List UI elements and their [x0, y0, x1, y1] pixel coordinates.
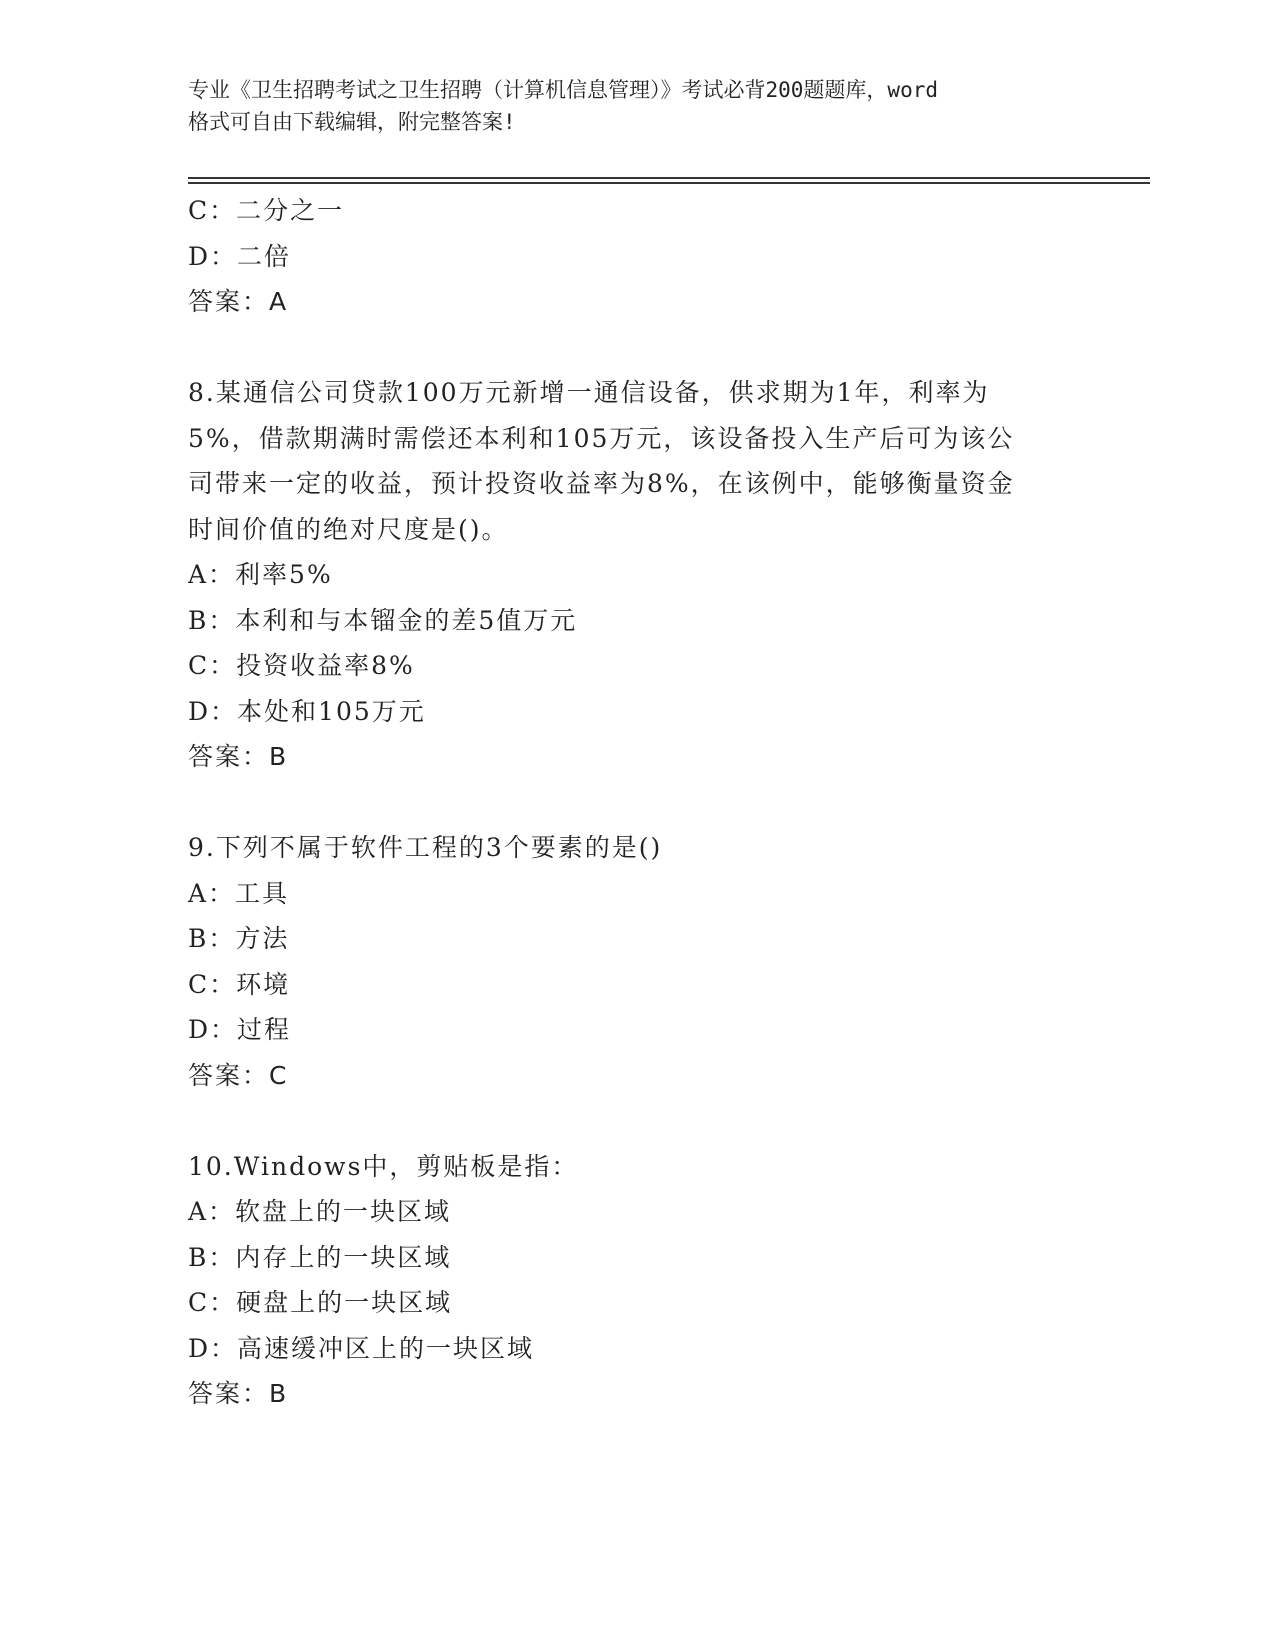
option-b: B：内存上的一块区域	[188, 1242, 452, 1272]
option-c: C：硬盘上的一块区域	[188, 1288, 453, 1317]
option-c: C：投资收益率8%	[188, 651, 415, 680]
header-divider-top	[188, 177, 1150, 179]
spacer	[188, 780, 1068, 826]
option-d: D：过程	[188, 1015, 292, 1044]
option-d: D：本处和105万元	[188, 696, 426, 726]
answer-line: 答案：A	[188, 287, 289, 316]
question-stem-line: 10.Windows中，剪贴板是指：	[188, 1151, 579, 1181]
question-content	[188, 188, 1068, 1417]
option-d: D：二倍	[188, 241, 292, 271]
question-stem-line: 9.下列不属于软件工程的3个要素的是()	[188, 833, 663, 862]
answer-line: 答案：B	[188, 1379, 289, 1408]
option-c: C：环境	[188, 969, 291, 999]
question-stem-line: 时间价值的绝对尺度是()。	[188, 514, 509, 544]
question-8	[188, 370, 1068, 780]
option-d: D：高速缓冲区上的一块区域	[188, 1333, 535, 1363]
option-b: B：方法	[188, 924, 290, 953]
option-c: C：二分之一	[188, 196, 345, 225]
option-a: A：利率5%	[188, 560, 333, 589]
option-b: B：本利和与本镏金的差5值万元	[188, 605, 578, 635]
question-stem-line: 5%，借款期满时需偿还本利和105万元，该设备投入生产后可为该公	[188, 423, 1015, 453]
answer-line: 答案：C	[188, 1060, 289, 1090]
answer-line: 答案：B	[188, 742, 289, 771]
spacer	[188, 325, 1068, 371]
question-stem-line: 司带来一定的收益，预计投资收益率为8%，在该例中，能够衡量资金	[188, 469, 1015, 498]
document-header	[188, 74, 1088, 138]
option-a: A：工具	[188, 878, 290, 908]
spacer	[188, 1098, 1068, 1144]
header-divider-bottom	[188, 182, 1150, 184]
question-10	[188, 1144, 1068, 1417]
question-stem-line: 8.某通信公司贷款100万元新增一通信设备，供求期为1年，利率为	[188, 378, 990, 407]
header-line-2: 格式可自由下载编辑，附完整答案!	[188, 110, 516, 134]
option-a: A：软盘上的一块区域	[188, 1197, 452, 1226]
header-line-1: 专业《卫生招聘考试之卫生招聘（计算机信息管理）》考试必背200题题库，word	[188, 78, 938, 102]
question-9	[188, 825, 1068, 1098]
previous-question	[188, 188, 1068, 325]
